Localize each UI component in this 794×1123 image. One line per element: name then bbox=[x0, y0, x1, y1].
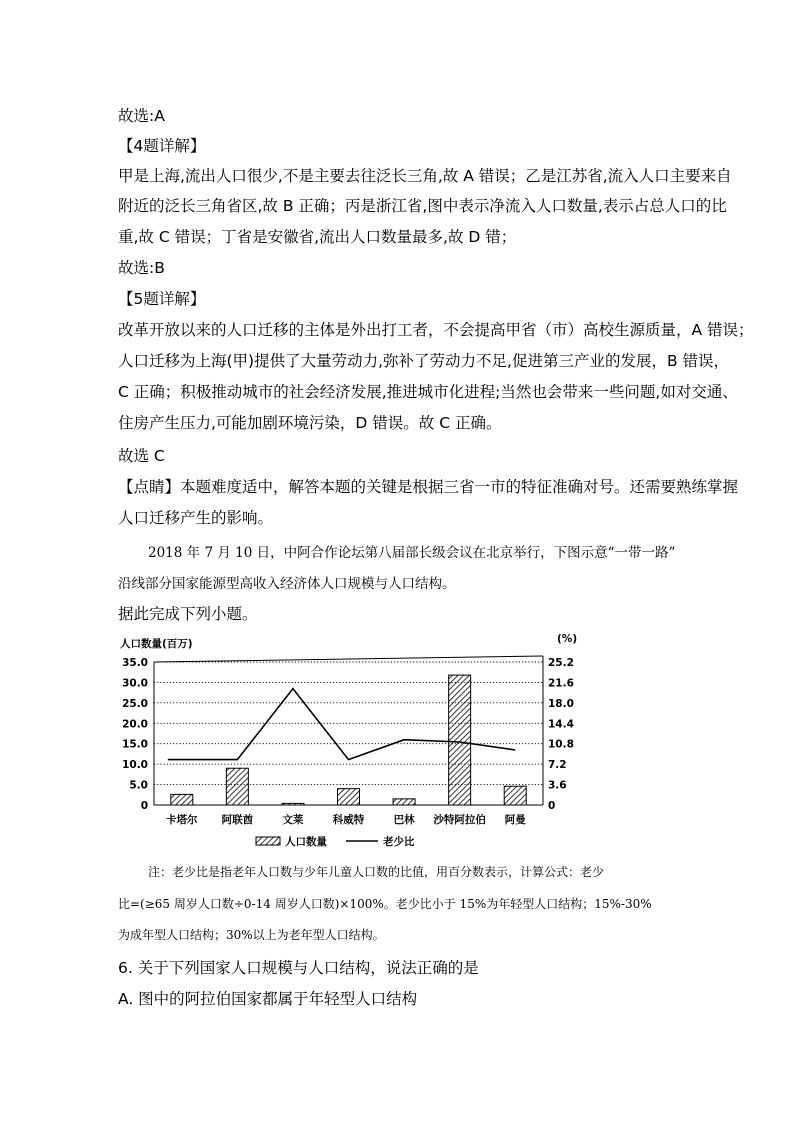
x-tick-label: 阿联酋 bbox=[221, 814, 254, 826]
question-stem: 6. 关于下列国家人口规模与人口结构，说法正确的是 bbox=[118, 959, 479, 977]
intro-line: 2018 年 7 月 10 日，中阿合作论坛第八届部长级会议在北京举行，下图示意“一带一路” bbox=[148, 545, 676, 561]
chart-note-line: 注：老少比是指老年人口数与少年儿童人口数的比值，用百分数表示，计算公式：老少 bbox=[148, 865, 605, 879]
population-chart bbox=[118, 630, 578, 855]
right-tick-label: 25.2 bbox=[548, 657, 574, 669]
bar-巴林 bbox=[393, 799, 415, 805]
instruction-line: 据此完成下列小题。 bbox=[118, 605, 258, 623]
paragraph-line: 住房产生压力,可能加剧环境污染，D 错误。故 C 正确。 bbox=[118, 414, 502, 432]
bar-阿曼 bbox=[504, 786, 526, 805]
left-tick-label: 35.0 bbox=[122, 657, 148, 669]
bar-文莱 bbox=[282, 803, 304, 805]
right-tick-label: 10.8 bbox=[548, 738, 574, 751]
paragraph-line: 人口迁移为上海(甲)提供了大量劳动力,弥补了劳动力不足,促进第三产业的发展，B 错误， bbox=[118, 352, 730, 370]
left-tick-label: 25.0 bbox=[122, 697, 148, 710]
left-tick-label: 10.0 bbox=[122, 759, 148, 772]
chart-note-line: 为成年型人口结构；30%以上为老年型人口结构。 bbox=[118, 928, 385, 942]
section-heading-q5: 【4题详解】 bbox=[118, 137, 206, 155]
right-axis-label: (%) bbox=[557, 633, 578, 645]
paragraph-line: 附近的泛长三角省区,故 B 正确；丙是浙江省,图中表示净流入人口数量,表示占总人口的比 bbox=[118, 197, 727, 215]
legend-line-label: 老少比 bbox=[383, 836, 415, 848]
paragraph-line: 甲是上海,流出人口很少,不是主要去往泛长三角,故 A 错误；乙是江苏省,流入人口主要来自 bbox=[118, 167, 732, 185]
bar-阿联酋 bbox=[226, 768, 248, 805]
bar-卡塔尔 bbox=[171, 794, 193, 805]
paragraph-line: C 正确；积极推动城市的社会经济发展,推进城市化进程;当然也会带来一些问题,如对交通、 bbox=[118, 383, 738, 401]
left-tick-label: 20.0 bbox=[122, 718, 148, 731]
intro-line: 沿线部分国家能源型高收入经济体人口规模与人口结构。 bbox=[118, 576, 456, 592]
right-tick-label: 3.6 bbox=[548, 779, 567, 792]
left-tick-label: 0 bbox=[140, 800, 148, 812]
left-tick-label: 30.0 bbox=[122, 677, 148, 690]
x-tick-label: 阿曼 bbox=[504, 814, 526, 826]
option-a: A. 图中的阿拉伯国家都属于年轻型人口结构 bbox=[118, 990, 418, 1008]
paragraph-line: 改革开放以来的人口迁移的主体是外出打工者，不会提高甲省（市）高校生源质量，A 错误； bbox=[118, 321, 754, 339]
right-tick-label: 0 bbox=[548, 800, 556, 812]
left-tick-label: 15.0 bbox=[122, 738, 148, 751]
answer-line-5: 故选:B bbox=[118, 259, 165, 277]
x-tick-label: 文莱 bbox=[282, 814, 304, 826]
right-tick-label: 14.4 bbox=[548, 718, 574, 731]
left-tick-label: 5.0 bbox=[129, 779, 148, 792]
x-tick-label: 科威特 bbox=[332, 814, 365, 826]
paragraph-line: 重,故 C 错误；丁省是安徽省,流出人口数量最多,故 D 错； bbox=[118, 228, 517, 246]
answer-line-4: 故选:A bbox=[118, 107, 165, 125]
legend-bar-swatch bbox=[256, 837, 280, 845]
legend-bar-label: 人口数量 bbox=[285, 836, 327, 848]
chart-note-line: 比=(≥65 周岁人口数÷0-14 周岁人口数)×100%。老少比小于 15%为年轻型人口结构；15%-30% bbox=[118, 897, 652, 911]
tip-line: 【点睛】本题难度适中，解答本题的关键是根据三省一市的特征准确对号。还需要熟练掌握 bbox=[118, 478, 739, 496]
chart-svg bbox=[118, 630, 578, 855]
x-tick-label: 沙特阿拉伯 bbox=[433, 814, 486, 826]
right-tick-label: 18.0 bbox=[548, 697, 574, 710]
top-frame-line bbox=[154, 656, 543, 662]
tip-line: 人口迁移产生的影响。 bbox=[118, 509, 274, 527]
bar-科威特 bbox=[338, 789, 360, 805]
x-tick-label: 巴林 bbox=[393, 814, 415, 826]
section-heading-q6: 【5题详解】 bbox=[118, 290, 206, 308]
left-axis-label: 人口数量(百万) bbox=[120, 638, 193, 650]
right-tick-label: 7.2 bbox=[548, 759, 567, 772]
right-tick-label: 21.6 bbox=[548, 677, 574, 690]
x-tick-label: 卡塔尔 bbox=[166, 814, 198, 826]
bar-沙特阿拉伯 bbox=[449, 675, 471, 805]
answer-line-6: 故选 C bbox=[118, 447, 165, 465]
